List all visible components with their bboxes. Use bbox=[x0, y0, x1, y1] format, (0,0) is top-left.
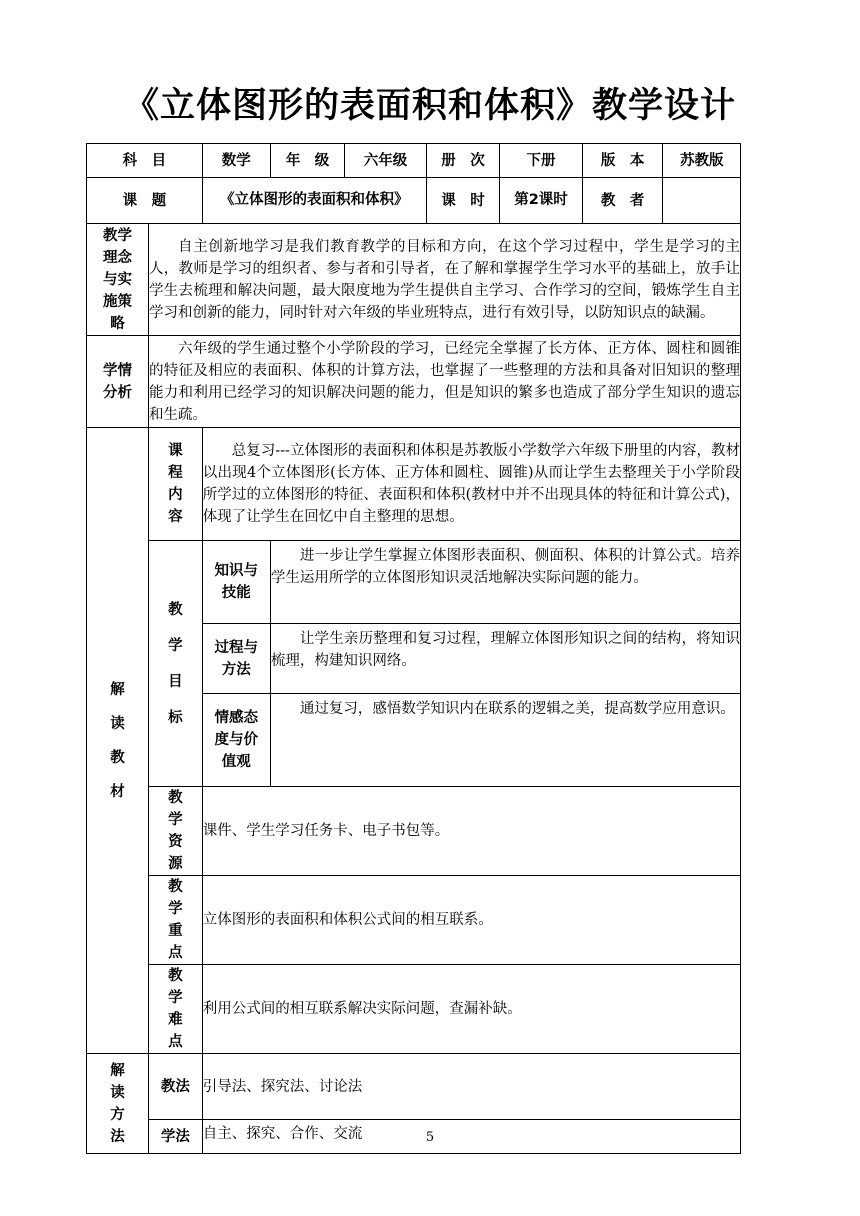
subject-label: 科 目 bbox=[87, 144, 203, 178]
teaching-method-row bbox=[87, 1054, 741, 1120]
period-value: 第2课时 bbox=[500, 178, 583, 224]
grade-value: 六年级 bbox=[345, 144, 427, 178]
goals-label-char: 教 bbox=[168, 601, 183, 618]
goal-text: 让学生亲历整理和复习过程，理解立体图形知识之间的结构，将知识梳理，构建知识网络。 bbox=[270, 624, 740, 694]
textbook-label-char: 解 bbox=[110, 681, 125, 698]
goal-label: 情感态度与价值观 bbox=[202, 694, 270, 787]
methods-label-char: 方 bbox=[110, 1106, 125, 1123]
methods-label-char: 读 bbox=[110, 1084, 125, 1101]
topic-label: 课 题 bbox=[87, 178, 203, 224]
header-row-1 bbox=[87, 144, 741, 178]
goals-label bbox=[148, 541, 202, 787]
page-number: 5 bbox=[425, 1130, 435, 1145]
edition-label: 版 本 bbox=[582, 144, 663, 178]
analysis-row bbox=[87, 336, 741, 428]
methods-label-char: 法 bbox=[110, 1128, 125, 1145]
goals-label-char: 学 bbox=[168, 637, 183, 654]
resources-label: 教学资源 bbox=[148, 787, 202, 876]
goals-label-char: 目 bbox=[168, 673, 183, 690]
textbook-section-label bbox=[87, 428, 149, 1054]
analysis-text: 六年级的学生通过整个小学阶段的学习，已经完全掌握了长方体、正方体、圆柱和圆锥的特征及相应的表面积、体积的计算方法，也掌握了一些整理的方法和具备对旧知识的整理能力和利用已经学习的知识解决问题的能力，但是知识的繁多也造成了部分学生知识的遗忘和生疏。 bbox=[148, 336, 740, 428]
edition-value: 苏教版 bbox=[663, 144, 741, 178]
goal-label: 知识与技能 bbox=[202, 541, 270, 624]
goal-row-knowledge bbox=[87, 541, 741, 624]
course-content-row bbox=[87, 428, 741, 541]
methods-label-char: 解 bbox=[110, 1062, 125, 1079]
goal-label: 过程与方法 bbox=[202, 624, 270, 694]
course-content-text: 总复习---立体图形的表面积和体积是苏教版小学数学六年级下册里的内容，教材以出现4个立体图形(长方体、正方体和圆柱、圆锥)从而让学生去整理关于小学阶段所学过的立体图形的特征、表面积和体积(教材中并不出现具体的特征和计算公式)，体现了让学生在回忆中自主整理的思想。 bbox=[202, 428, 740, 541]
teacher-value bbox=[663, 178, 741, 224]
goal-text: 通过复习，感悟数学知识内在联系的逻辑之美，提高数学应用意识。 bbox=[270, 694, 740, 787]
topic-value: 《立体图形的表面积和体积》 bbox=[202, 178, 426, 224]
textbook-label-char: 读 bbox=[110, 715, 125, 732]
difficulty-row bbox=[87, 965, 741, 1054]
key-point-text: 立体图形的表面积和体积公式间的相互联系。 bbox=[202, 876, 740, 965]
difficulty-label: 教学难点 bbox=[148, 965, 202, 1054]
philosophy-label: 教学理念与实施策略 bbox=[87, 224, 149, 336]
difficulty-text: 利用公式间的相互联系解决实际问题，查漏补缺。 bbox=[202, 965, 740, 1054]
document-title: 《立体图形的表面积和体积》教学设计 bbox=[123, 86, 736, 126]
period-label: 课 时 bbox=[426, 178, 499, 224]
lesson-plan-table bbox=[86, 143, 741, 1154]
course-content-label: 课程内容 bbox=[148, 428, 202, 541]
teaching-method-label: 教法 bbox=[148, 1054, 202, 1120]
learning-method-text: 自主、探究、合作、交流 bbox=[202, 1120, 740, 1154]
philosophy-text: 自主创新地学习是我们教育教学的目标和方向，在这个学习过程中，学生是学习的主人，教师是学习的组织者、参与者和引导者，在了解和掌握学生学习水平的基础上，放手让学生去梳理和解决问题，最大限度地为学生提供自主学习、合作学习的空间，锻炼学生自主学习和创新的能力，同时针对六年级的毕业班特点，进行有效引导，以防知识点的缺漏。 bbox=[148, 224, 740, 336]
philosophy-row bbox=[87, 224, 741, 336]
analysis-label: 学情分析 bbox=[87, 336, 149, 428]
goals-label-char: 标 bbox=[168, 709, 183, 726]
resources-text: 课件、学生学习任务卡、电子书包等。 bbox=[202, 787, 740, 876]
grade-label: 年 级 bbox=[270, 144, 344, 178]
goal-text: 进一步让学生掌握立体图形表面积、侧面积、体积的计算公式。培养学生运用所学的立体图形知识灵活地解决实际问题的能力。 bbox=[270, 541, 740, 624]
teaching-method-text: 引导法、探究法、讨论法 bbox=[202, 1054, 740, 1120]
key-point-row bbox=[87, 876, 741, 965]
resources-row bbox=[87, 787, 741, 876]
header-row-2 bbox=[87, 178, 741, 224]
learning-method-label: 学法 bbox=[148, 1120, 202, 1154]
subject-value: 数学 bbox=[202, 144, 270, 178]
key-point-label: 教学重点 bbox=[148, 876, 202, 965]
teacher-label: 教 者 bbox=[582, 178, 663, 224]
textbook-label-char: 材 bbox=[110, 783, 125, 800]
textbook-label-char: 教 bbox=[110, 749, 125, 766]
volume-value: 下册 bbox=[500, 144, 583, 178]
volume-label: 册 次 bbox=[426, 144, 499, 178]
